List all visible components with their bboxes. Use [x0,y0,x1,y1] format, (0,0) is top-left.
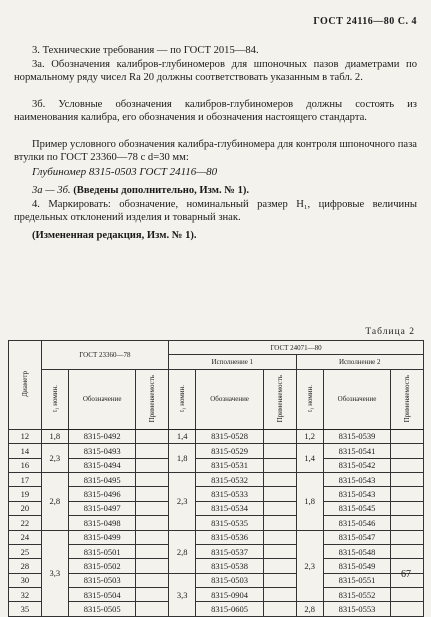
paragraph-example: Пример условного обозначения калибра-глубиномера для контроля шпоночного паза втулки по ГОСТ 23360—78 с d=30 мм: [14,139,417,164]
page-number: 67 [401,569,411,580]
col-t2: t₁ номин. [296,369,323,429]
table-row: 20 8315-0497 8315-0534 8315-0545 [9,501,424,515]
col-prim2: Применяемость [391,369,424,429]
amendment-note-2: (Измененная редакция, Изм. № 1). [32,230,197,241]
table-row: 16 8315-0494 8315-0531 8315-0542 [9,458,424,472]
col-gost-23360: ГОСТ 23360—78 [41,341,168,370]
col-t1: t₁ номин. [169,369,196,429]
amendment-range: 3а — 3б. [32,185,71,196]
paragraph-3a: 3а. Обозначения калибров-глубиномеров для шпоночных пазов диаметрами по нормальному ряду чисел Ra 20 должны соответствовать указанным в табл. 2. [14,59,417,84]
col-oboz1: Обозначение [196,369,264,429]
table-row: 28 8315-0502 8315-0538 8315-0549 [9,559,424,573]
table-row: 22 8315-0498 8315-0535 8315-0546 [9,516,424,530]
table-row: 14 2,3 8315-0493 1,8 8315-0529 1,4 8315-0541 [9,444,424,458]
table-row: 32 8315-0504 8315-0904 8315-0552 [9,588,424,602]
paragraph-4: 4. Маркировать: обозначение, номинальный размер H₁, цифровые величины предельных отклонений изделия и товарный знак. [14,199,417,224]
table-row: 24 3,3 8315-0499 2,8 8315-0536 2,3 8315-0547 [9,530,424,544]
col-diameter: Диаметр [9,341,42,430]
table-row: 35 8315-0505 8315-0605 2,8 8315-0553 [9,602,424,616]
col-prim1: Применяемость [263,369,296,429]
table-row: 19 8315-0496 8315-0533 8315-0543 [9,487,424,501]
table-caption: Таблица 2 [365,327,415,337]
table-row: 17 2,8 8315-0495 2,3 8315-0532 1,8 8315-0543 [9,472,424,486]
col-prim: Применяемость [136,369,169,429]
table-row: 25 8315-0501 8315-0537 8315-0548 [9,544,424,558]
paragraph-3b: 3б. Условные обозначения калибров-глубиномеров должны состоять из наименования калибра, его обозначения и обозначения настоящего стандарта. [14,99,417,124]
col-isp-1: Исполнение 1 [169,355,296,369]
paragraph-amendment [14,184,417,197]
amendment-note: (Введены дополнительно, Изм. № 1). [70,185,250,196]
col-gost-24071: ГОСТ 24071—80 [169,341,424,355]
col-t: t₁ номин. [41,369,68,429]
example-designation: Глубиномер 8315-0503 ГОСТ 24116—80 [32,166,218,178]
table-row: 12 1,8 8315-0492 1,4 8315-0528 1,2 8315-0539 [9,429,424,443]
calibers-table [8,340,424,617]
col-oboz: Обозначение [68,369,136,429]
table-row: 30 8315-0503 3,3 8315-0503 8315-0551 [9,573,424,587]
page-header: ГОСТ 24116—80 С. 4 [313,16,417,27]
col-isp-2: Исполнение 2 [296,355,423,369]
col-oboz2: Обозначение [323,369,391,429]
paragraph-3: 3. Технические требования — по ГОСТ 2015—84. [32,45,259,56]
